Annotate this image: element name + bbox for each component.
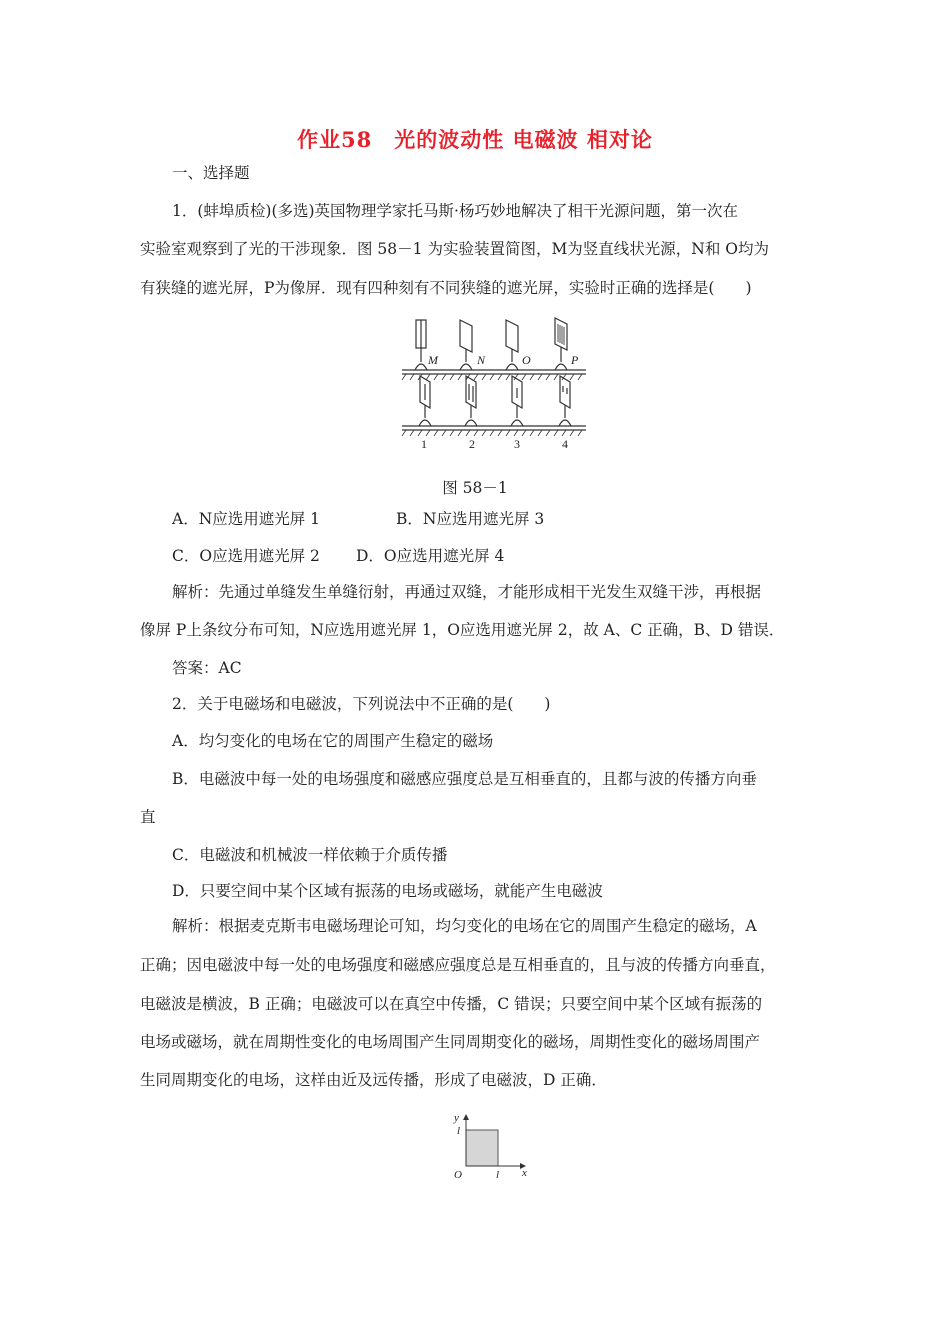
tick-label-l-y: l — [457, 1125, 461, 1137]
q1-stem-line-2: 实验室观察到了光的干涉现象．图 58－1 为实验装置简图，M为竖直线状光源，N和 O均为 — [140, 240, 770, 258]
screen-number-1: 1 — [421, 437, 427, 451]
apparatus-figure — [400, 312, 590, 454]
q1-stem-line-3: 有狭缝的遮光屏，P为像屏．现有四种刻有不同狭缝的遮光屏，实验时正确的选择是( ) — [140, 279, 752, 297]
screen-number-2: 2 — [469, 437, 475, 451]
shaded-square — [466, 1130, 498, 1166]
axis-label-x: x — [522, 1167, 527, 1179]
q2-explanation-line-3: 电磁波是横波，B 正确；电磁波可以在真空中传播，C 错误；只要空间中某个区域有振荡的 — [140, 995, 763, 1013]
tick-label-l-x: l — [496, 1169, 500, 1181]
q2-explanation-line-5: 生同周期变化的电场，这样由近及远传播，形成了电磁波，D 正确． — [140, 1071, 607, 1089]
label-O: O — [522, 353, 531, 367]
q1-option-d: D．O应选用遮光屏 4 — [356, 547, 505, 565]
label-M: M — [428, 353, 438, 367]
axis-label-y: y — [454, 1112, 459, 1124]
q1-answer: 答案：AC — [172, 659, 242, 677]
q2-explanation-line-2: 正确；因电磁波中每一处的电场强度和磁感应强度总是互相垂直的，且与波的传播方向垂直， — [140, 956, 776, 974]
figure-caption: 图 58－1 — [442, 479, 508, 497]
q2-option-b-line-1: B．电磁波中每一处的电场强度和磁感应强度总是互相垂直的，且都与波的传播方向垂 — [172, 770, 757, 788]
screen-number-4: 4 — [562, 437, 568, 451]
q1-explanation-line-2: 像屏 P上条纹分布可知，N应选用遮光屏 1，O应选用遮光屏 2，故 A、C 正确，B、D 错误． — [140, 621, 785, 639]
section-heading: 一、选择题 — [172, 164, 250, 182]
q2-explanation-line-1: 解析：根据麦克斯韦电磁场理论可知，均匀变化的电场在它的周围产生稳定的磁场，A — [172, 917, 757, 935]
q2-option-b-line-2: 直 — [140, 808, 156, 826]
coordinate-figure — [448, 1110, 534, 1182]
origin-label: O — [454, 1169, 462, 1181]
q1-option-b: B．N应选用遮光屏 3 — [396, 510, 545, 528]
q1-option-c: C．O应选用遮光屏 2 — [172, 547, 320, 565]
label-P: P — [571, 353, 579, 367]
page-title: 作业58 光的波动性 电磁波 相对论 — [297, 127, 653, 152]
q2-stem: 2．关于电磁场和电磁波，下列说法中不正确的是( ) — [172, 695, 551, 713]
q2-option-c: C．电磁波和机械波一样依赖于介质传播 — [172, 846, 448, 864]
q1-stem-line-1: 1．(蚌埠质检)(多选)英国物理学家托马斯·杨巧妙地解决了相干光源问题，第一次在 — [172, 202, 738, 220]
label-N: N — [477, 353, 486, 367]
q2-option-a: A．均匀变化的电场在它的周围产生稳定的磁场 — [172, 732, 494, 750]
q1-explanation-line-1: 解析：先通过单缝发生单缝衍射，再通过双缝，才能形成相干光发生双缝干涉，再根据 — [172, 583, 762, 601]
q2-explanation-line-4: 电场或磁场，就在周期性变化的电场周围产生同周期变化的磁场，周期性变化的磁场周围产 — [140, 1033, 761, 1051]
q1-option-a: A．N应选用遮光屏 1 — [172, 510, 321, 528]
q2-option-d: D．只要空间中某个区域有振荡的电场或磁场，就能产生电磁波 — [172, 882, 603, 900]
screen-number-3: 3 — [514, 437, 520, 451]
